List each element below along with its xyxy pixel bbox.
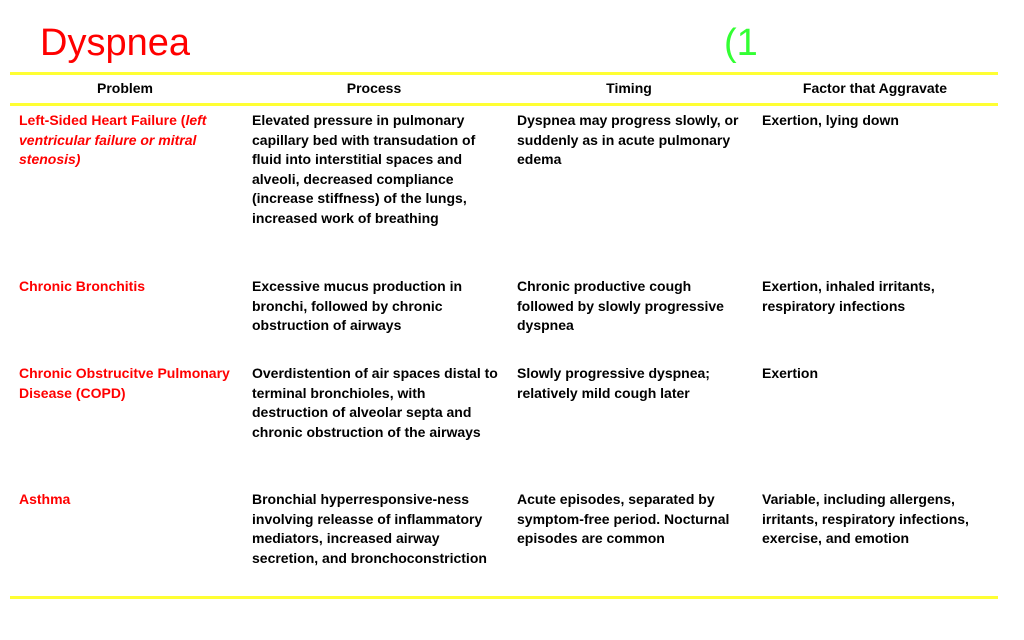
row-2-process: Excessive mucus production in bronchi, followed by chronic obstruction of airways — [252, 278, 463, 334]
header-process: Process — [346, 80, 402, 96]
row-4-timing: Acute episodes, separated by symptom-free period. Nocturnal episodes are common — [517, 491, 730, 547]
slide-title: Dyspnea — [40, 22, 190, 64]
row-1-timing: Dyspnea may progress slowly, or suddenly as in acute pulmonary edema — [517, 112, 739, 168]
row-1-problem — [19, 111, 234, 170]
row-1-process: Elevated pressure in pulmonary capillary bed with transudation of fluid into interstitial spaces and alveoli, decreased compliance (increase stiffness) of the lungs, increased work of breathing — [252, 112, 476, 226]
row-3-factor: Exertion — [762, 365, 819, 381]
header-problem: Problem — [96, 80, 153, 96]
table-bottom-rule — [10, 596, 998, 599]
row-4-process: Bronchial hyperresponsive-ness involving releasse of inflammatory mediators, increased airway secretion, and bronchoconstriction — [252, 491, 487, 566]
row-1-factor: Exertion, lying down — [762, 112, 899, 128]
row-1-problem-text: Left-Sided Heart Failure ( — [19, 112, 186, 128]
row-4-problem: Asthma — [19, 491, 71, 507]
row-3-timing: Slowly progressive dyspnea; relatively mild cough later — [517, 365, 710, 401]
row-1-problem-italic: left ventricular failure or mitral stenosis) — [19, 112, 207, 168]
row-2-factor: Exertion, inhaled irritants, respiratory infections — [762, 278, 935, 314]
slide-title-suffix: (1 — [724, 22, 758, 64]
row-2-timing: Chronic productive cough followed by slowly progressive dyspnea — [517, 278, 724, 334]
table-top-rule — [10, 72, 998, 75]
row-4-factor: Variable, including allergens, irritants, respiratory infections, exercise, and emotion — [762, 491, 969, 547]
row-3-problem: Chronic Obstrucitve Pulmonary Disease (COPD) — [19, 365, 230, 401]
row-2-problem: Chronic Bronchitis — [19, 278, 146, 294]
header-bottom-rule — [10, 103, 998, 106]
header-factor: Factor that Aggravate — [802, 80, 948, 96]
header-timing: Timing — [606, 80, 652, 96]
row-3-process: Overdistention of air spaces distal to terminal bronchioles, with destruction of alveolar septa and chronic obstruction of the airways — [252, 365, 498, 440]
